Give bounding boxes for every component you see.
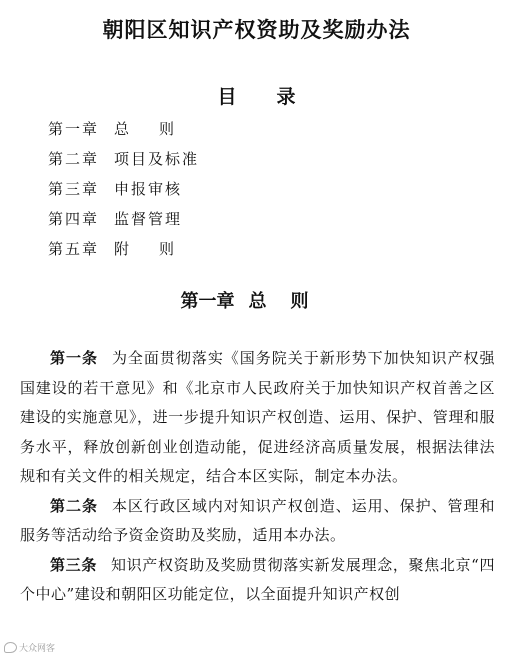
toc-item-title: 申报审核 [114,180,183,198]
chapter-number: 第一章 [180,291,235,312]
toc-item-title: 项目及标准 [114,150,200,168]
article-text: 为全面贯彻落实《国务院关于新形势下加快知识产权强国建设的若干意见》和《北京市人民政府关于加快知识产权首善之区建设的实施意见》，进一步提升知识产权创造、运用、保护、管理和服务水平，释放创新创业创造动能，促进经济高质量发展，根据法律法规和有关文件的相关规定，结合本区实际，制定本办法。 [20,349,495,485]
toc-item-title: 附则 [114,240,205,258]
toc-item[interactable] [48,114,204,144]
chapter-heading [0,287,513,313]
toc-item-chapter: 第五章 [48,240,100,258]
toc-item-chapter: 第一章 [48,120,100,138]
toc-item-chapter: 第四章 [48,210,100,228]
article-text: 知识产权资助及奖励贯彻落实新发展理念，聚焦北京“四个中心”建设和朝阳区功能定位，以全面提升知识产权创 [20,555,495,603]
toc-item[interactable] [48,174,204,204]
article-label: 第一条 [50,349,98,367]
article-paragraph [20,492,495,551]
toc-item[interactable] [48,144,204,174]
article-label: 第二条 [50,496,98,515]
toc-item[interactable] [48,204,204,234]
article-paragraph [20,344,495,492]
watermark-logo-icon [4,642,17,653]
toc-item[interactable] [48,234,204,264]
watermark-text: 大众网客 [19,644,56,654]
toc-item-title: 总则 [114,120,205,138]
chapter-title: 总则 [248,291,333,312]
toc-heading-right: 录 [276,86,296,108]
toc-item-chapter: 第二章 [48,150,100,168]
toc-item-chapter: 第三章 [48,180,100,198]
article-paragraph [20,551,495,610]
article-label: 第三条 [50,555,97,574]
article-text: 本区行政区域内对知识产权创造、运用、保护、管理和服务等活动给予资金资助及奖励，适用本办法。 [20,496,495,544]
document-title: 朝阳区知识产权资助及奖励办法 [102,18,411,42]
watermark [4,641,55,654]
toc-heading [0,82,513,109]
table-of-contents [48,114,204,264]
toc-item-title: 监督管理 [114,210,183,228]
chapter-body [20,344,495,610]
toc-heading-left: 目 [217,86,237,108]
